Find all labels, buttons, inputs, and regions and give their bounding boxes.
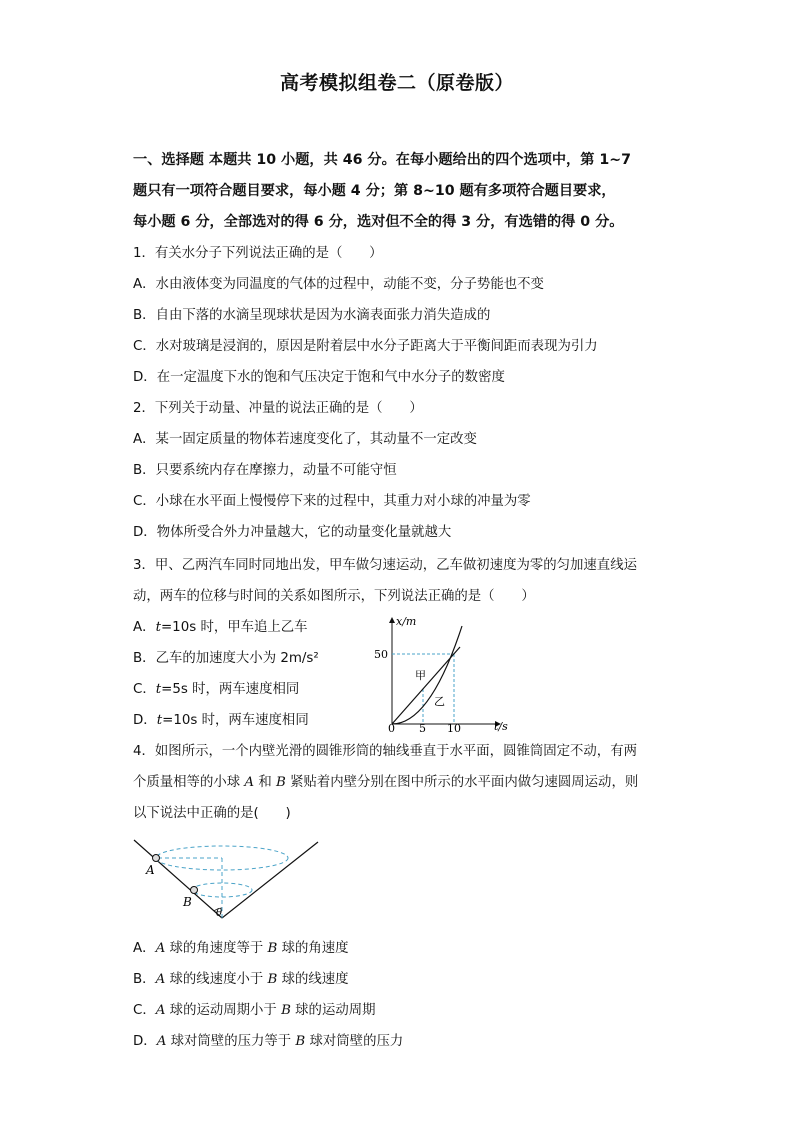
q1-stem: 1．有关水分子下列说法正确的是（ ） <box>133 246 383 261</box>
q2-option-d: D．物体所受合外力冲量越大，它的动量变化量就越大 <box>133 525 452 540</box>
q4-option-c-var1: A <box>155 1003 166 1018</box>
q3-stem-line-1: 3．甲、乙两汽车同时同地出发，甲车做匀速运动，乙车做初速度为零的匀加速直线运 <box>133 558 637 573</box>
label-ball-b: B <box>183 895 192 909</box>
q3-option-a-text: =10s 时，甲车追上乙车 <box>160 620 308 635</box>
q3-stem-line-2: 动，两车的位移与时间的关系如图所示，下列说法正确的是（ ） <box>133 589 535 604</box>
cone-right-wall <box>222 842 318 918</box>
page-title: 高考模拟组卷二（原卷版） <box>279 72 514 94</box>
q2-option-c: C．小球在水平面上慢慢停下来的过程中，其重力对小球的冲量为零 <box>133 494 531 509</box>
q2-stem: 2．下列关于动量、冲量的说法正确的是（ ） <box>133 401 423 416</box>
section-instructions-line-3: 每小题 6 分，全部选对的得 6 分，选对但不全的得 3 分，有选错的得 0 分。 <box>133 214 624 230</box>
ball-b <box>191 887 198 894</box>
q4-stem-text-3: 紧贴着内壁分别在图中所示的水平面内做匀速圆周运动，则 <box>285 775 639 790</box>
q4-option-b-var2: B <box>267 972 278 987</box>
q4-stem-var-a: A <box>244 775 255 790</box>
label-jia: 甲 <box>415 669 426 682</box>
q4-cone-figure <box>128 836 328 926</box>
origin-label: 0 <box>388 722 395 734</box>
q3-option-d <box>133 712 309 730</box>
q4-option-d <box>133 1033 403 1051</box>
q4-option-c-mid: 球的运动周期小于 <box>165 1003 282 1018</box>
q3-option-c-prefix: C． <box>133 682 156 697</box>
q4-stem-text-2: 和 <box>254 775 276 790</box>
q2-option-a: A．某一固定质量的物体若速度变化了，其动量不一定改变 <box>133 432 477 447</box>
curve-yi <box>392 626 462 724</box>
q3-option-a-prefix: A． <box>133 620 156 635</box>
q4-stem-line-3: 以下说法中正确的是( ) <box>133 806 291 821</box>
q4-option-a-prefix: A． <box>133 941 156 956</box>
q3-option-c-text: =5s 时，两车速度相同 <box>161 682 300 697</box>
q4-stem-line-1: 4．如图所示，一个内壁光滑的圆锥形筒的轴线垂直于水平面，圆锥筒固定不动，有两 <box>133 744 637 759</box>
q1-option-b: B．自由下落的水滴呈现球状是因为水滴表面张力消失造成的 <box>133 308 491 323</box>
x-tick-5: 5 <box>419 722 426 734</box>
section-instructions-line-1: 一、选择题 本题共 10 小题，共 46 分。在每小题给出的四个选项中，第 1~7 <box>133 152 632 168</box>
q1-option-a: A．水由液体变为同温度的气体的过程中，动能不变，分子势能也不变 <box>133 277 544 292</box>
q4-option-a <box>133 940 349 958</box>
q3-position-time-graph <box>368 612 518 734</box>
q4-option-a-var1: A <box>155 941 166 956</box>
q3-option-c-var: t <box>155 682 162 697</box>
label-yi: 乙 <box>434 695 445 708</box>
x-axis-label: t/s <box>494 720 508 733</box>
cone-left-wall <box>134 840 222 918</box>
q4-option-a-var2: B <box>267 941 278 956</box>
q1-option-d: D．在一定温度下水的饱和气压决定于饱和气中水分子的数密度 <box>133 370 505 385</box>
q4-stem-var-b: B <box>275 775 286 790</box>
q3-option-d-var: t <box>156 713 163 728</box>
q4-option-b <box>133 971 349 989</box>
label-ball-a: A <box>146 863 155 877</box>
q4-option-d-var2: B <box>295 1034 306 1049</box>
q2-option-b: B．只要系统内存在摩擦力，动量不可能守恒 <box>133 463 397 478</box>
q3-option-b: B．乙车的加速度大小为 2m/s² <box>133 651 319 666</box>
q4-option-b-end: 球的线速度 <box>277 972 349 987</box>
q4-option-b-var1: A <box>155 972 166 987</box>
q4-stem-line-2 <box>133 774 638 792</box>
q4-option-d-mid: 球对筒壁的压力等于 <box>166 1034 296 1049</box>
y-tick-50: 50 <box>374 648 388 661</box>
section-instructions-line-2: 题只有一项符合题目要求，每小题 4 分；第 8~10 题有多项符合题目要求， <box>133 183 616 199</box>
q3-option-a-var: t <box>155 620 161 635</box>
y-axis-label: x/m <box>396 615 417 628</box>
ball-a <box>153 855 160 862</box>
q4-option-a-end: 球的角速度 <box>277 941 349 956</box>
q4-option-c-end: 球的运动周期 <box>290 1003 376 1018</box>
q4-option-c-prefix: C． <box>133 1003 156 1018</box>
q4-option-c-var2: B <box>281 1003 291 1018</box>
q4-option-c <box>133 1002 376 1020</box>
x-tick-10: 10 <box>447 722 461 734</box>
q4-stem-text-1: 个质量相等的小球 <box>133 775 245 790</box>
q4-option-b-mid: 球的线速度小于 <box>165 972 268 987</box>
q3-option-d-prefix: D． <box>133 713 157 728</box>
q3-option-c <box>133 681 299 699</box>
q4-option-d-end: 球对筒壁的压力 <box>305 1034 404 1049</box>
q4-option-b-prefix: B． <box>133 972 156 987</box>
label-theta: θ <box>216 908 223 919</box>
q3-option-a <box>133 619 308 637</box>
q1-option-c: C．水对玻璃是浸润的，原因是附着层中水分子距离大于平衡间距而表现为引力 <box>133 339 598 354</box>
q4-option-a-mid: 球的角速度等于 <box>165 941 268 956</box>
q4-option-d-var1: A <box>156 1034 167 1049</box>
q3-option-d-text: =10s 时，两车速度相同 <box>162 713 309 728</box>
q4-option-d-prefix: D． <box>133 1034 157 1049</box>
